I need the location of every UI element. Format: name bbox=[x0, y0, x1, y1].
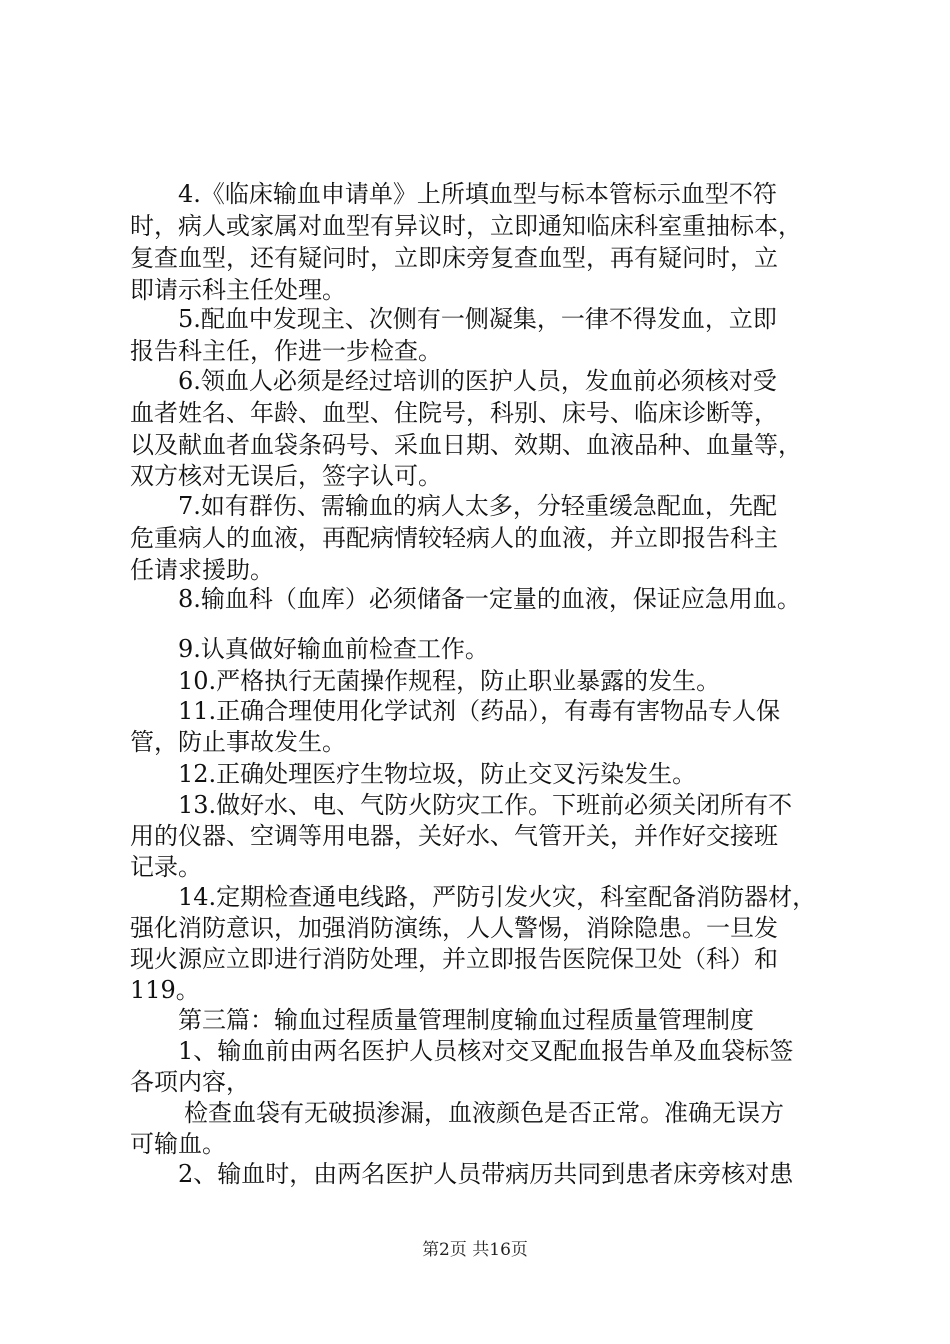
section-heading: 第三篇：输血过程质量管理制度输血过程质量管理制度 bbox=[178, 1006, 754, 1034]
text-line: 双方核对无误后，签字认可。 bbox=[130, 462, 442, 490]
text-line: 现火源应立即进行消防处理，并立即报告医院保卫处（科）和 bbox=[130, 945, 778, 973]
text-line: 管，防止事故发生。 bbox=[130, 728, 346, 756]
text-line: 用的仪器、空调等用电器，关好水、气管开关，并作好交接班 bbox=[130, 822, 778, 850]
text-line: 12.正确处理医疗生物垃圾，防止交叉污染发生。 bbox=[178, 760, 697, 788]
text-line: 记录。 bbox=[130, 853, 202, 881]
text-line: 即请示科主任处理。 bbox=[130, 276, 346, 304]
text-line: 4.《临床输血申请单》上所填血型与标本管标示血型不符 bbox=[178, 180, 777, 208]
text-line: 14.定期检查通电线路，严防引发火灾，科室配备消防器材， bbox=[178, 883, 817, 911]
text-line: 血者姓名、年龄、血型、住院号，科别、床号、临床诊断等， bbox=[130, 399, 778, 427]
text-line: 5.配血中发现主、次侧有一侧凝集，一律不得发血，立即 bbox=[178, 305, 777, 333]
text-line: 各项内容， bbox=[130, 1068, 250, 1096]
text-line: 危重病人的血液，再配病情较轻病人的血液，并立即报告科主 bbox=[130, 524, 778, 552]
text-line: 时，病人或家属对血型有异议时，立即通知临床科室重抽标本， bbox=[130, 212, 802, 240]
text-line: 6.领血人必须是经过培训的医护人员，发血前必须核对受 bbox=[178, 367, 777, 395]
text-line: 2、输血时，由两名医护人员带病历共同到患者床旁核对患 bbox=[178, 1160, 794, 1188]
text-line: 强化消防意识，加强消防演练，人人警惕，消除隐患。一旦发 bbox=[130, 914, 778, 942]
text-line: 11.正确合理使用化学试剂（药品），有毒有害物品专人保 bbox=[178, 697, 781, 725]
page-number-footer: 第2页 共16页 bbox=[422, 1240, 528, 1260]
text-line: 任请求援助。 bbox=[130, 556, 274, 584]
text-line: 以及献血者血袋条码号、采血日期、效期、血液品种、血量等， bbox=[130, 431, 802, 459]
text-line: 8.输血科（血库）必须储备一定量的血液，保证应急用血。 bbox=[178, 585, 801, 613]
text-line: 1、输血前由两名医护人员核对交叉配血报告单及血袋标签 bbox=[178, 1037, 794, 1065]
text-line: 检查血袋有无破损渗漏，血液颜色是否正常。准确无误方 bbox=[184, 1099, 784, 1127]
text-line: 10.严格执行无菌操作规程，防止职业暴露的发生。 bbox=[178, 667, 721, 695]
text-line: 报告科主任，作进一步检查。 bbox=[130, 337, 442, 365]
text-line: 9.认真做好输血前检查工作。 bbox=[178, 635, 489, 663]
text-line: 可输血。 bbox=[130, 1130, 226, 1158]
text-line: 119。 bbox=[130, 976, 200, 1004]
text-line: 复查血型，还有疑问时，立即床旁复查血型，再有疑问时，立 bbox=[130, 244, 778, 272]
text-line: 13.做好水、电、气防火防灾工作。下班前必须关闭所有不 bbox=[178, 791, 793, 819]
text-line: 7.如有群伤、需输血的病人太多，分轻重缓急配血，先配 bbox=[178, 492, 777, 520]
